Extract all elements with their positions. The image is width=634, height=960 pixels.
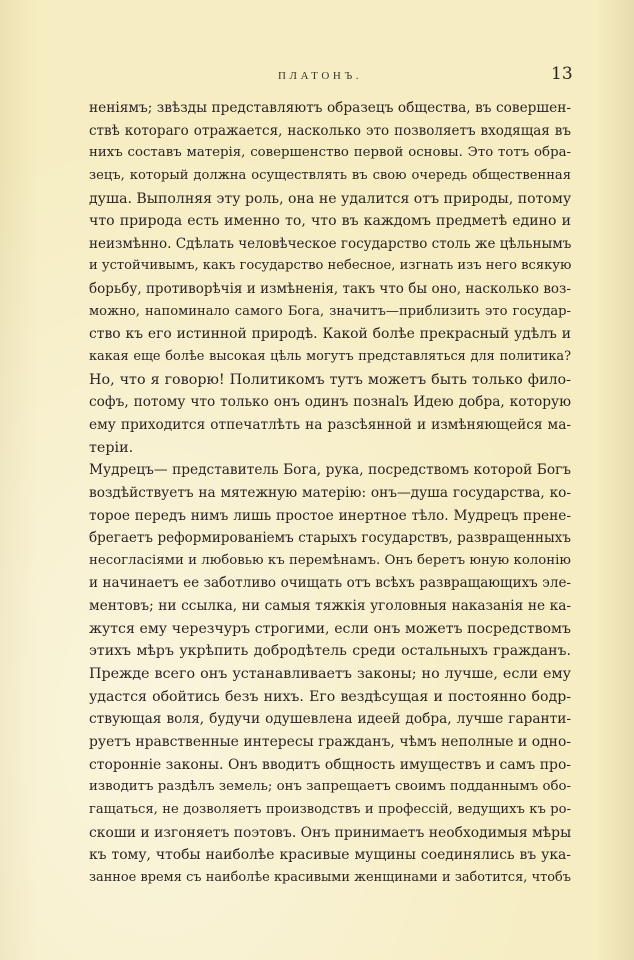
text-line: теріи. [89, 439, 134, 456]
text-line: стороннiе законы. Онъ вводитъ общность имуществъ и самъ про- [89, 756, 571, 773]
text-line: воздѣйствуетъ на мятежную матерію: онъ—душа государства, ко- [89, 484, 571, 501]
text-line: ство къ его истинной природѣ. Какой болѣе прекрасный удѣлъ и [89, 326, 571, 343]
text-line: и начинаетъ ее заботливо очищать отъ всѣхъ развращающихъ эле- [89, 575, 571, 592]
text-line: софъ, потому что только онъ одинъ познalъ Идею добра, которую [89, 394, 571, 411]
text-line: какая еще болѣе высокая цѣль могутъ представляться для политика? [89, 349, 571, 365]
text-line: торое передъ нимъ лишь простое инертное тѣло. Мудрецъ прене- [89, 507, 571, 524]
text-line: ему приходится отпечатлѣть на разсѣянной и измѣняющейся ма- [89, 416, 571, 433]
text-line: гащаться, не дозволяетъ производствъ и профессій, ведущихъ къ ро- [89, 801, 571, 817]
text-line: можно, напоминало самого Бога, значитъ—приблизить это государ- [89, 303, 571, 319]
text-line: ствѣ котораго отражается, насколько это позволяетъ входящая въ [89, 122, 571, 139]
page-header [0, 64, 634, 88]
text-line: къ тому, чтобы наиболѣе красивые мущины соединялись въ ука- [89, 847, 571, 864]
text-line: неизмѣнно. Сдѣлать человѣческое государство столь же цѣльнымъ [89, 235, 571, 252]
text-line: жутся ему черезчуръ строгими, если онъ можетъ посредствомъ [89, 620, 571, 637]
paragraph-1 [89, 97, 571, 459]
running-title: ПЛАТОНЪ. [278, 70, 363, 82]
text-line: ментовъ; ни ссылка, ни самыя тяжкія уголовныя наказанія не ка- [89, 598, 571, 615]
text-line: нихъ составъ матерія, совершенство первой основы. Это тотъ обра- [89, 145, 571, 161]
text-line: изводитъ раздѣлъ земель; онъ запрещаетъ своимъ подданнымъ обо- [89, 779, 571, 795]
text-line: и устойчивымъ, какъ государство небесное, изгнать изъ него всякую [89, 258, 571, 274]
text-line: этихъ мѣръ укрѣпить добродѣтель среди остальныхъ гражданъ. [89, 643, 571, 660]
text-line: душа. Выполняя эту роль, она не удалится отъ природы, потому [89, 190, 571, 207]
text-line: Прежде всего онъ устанавливаетъ законы; но лучше, если ему [89, 666, 571, 683]
text-line: несогласіями и любовью къ перемѣнамъ. Онъ беретъ юную колонію [89, 552, 571, 568]
text-line: брегаетъ реформированіемъ старыхъ государствъ, развращенныхъ [89, 530, 571, 547]
text-line: борьбу, противорѣчія и измѣненія, такъ что бы оно, насколько воз- [89, 281, 571, 298]
text-line: занное время съ наиболѣе красивыми женщинами и заботится, чтобъ [89, 869, 571, 885]
page-number: 13 [551, 64, 573, 84]
text-line: удастся обойтись безъ нихъ. Его вездѣсущая и постоянно бодр- [89, 688, 571, 705]
text-line: что природа есть именно то, что въ каждомъ предметѣ едино и [89, 213, 571, 230]
body-text [89, 97, 571, 889]
text-line: скоши и изгоняетъ поэтовъ. Онъ принимаетъ необходимыя мѣры [89, 824, 571, 841]
text-line: ствующая воля, будучи одушевлена идеей добра, лучше гаранти- [89, 711, 571, 728]
text-line: зецъ, который должна осуществлять въ свою очередь общественная [89, 167, 571, 183]
text-line: Мудрецъ— представитель Бога, рука, посредствомъ которой Богъ [89, 462, 571, 479]
paragraph-2 [89, 459, 571, 889]
text-line: Но, что я говорю! Политикомъ тутъ можетъ быть только фило- [89, 371, 571, 388]
text-line: неніямъ; звѣзды представляютъ образецъ общества, въ совершен- [89, 100, 571, 116]
text-line: руетъ нравственные интересы гражданъ, чѣмъ неполные и одно- [89, 733, 571, 750]
